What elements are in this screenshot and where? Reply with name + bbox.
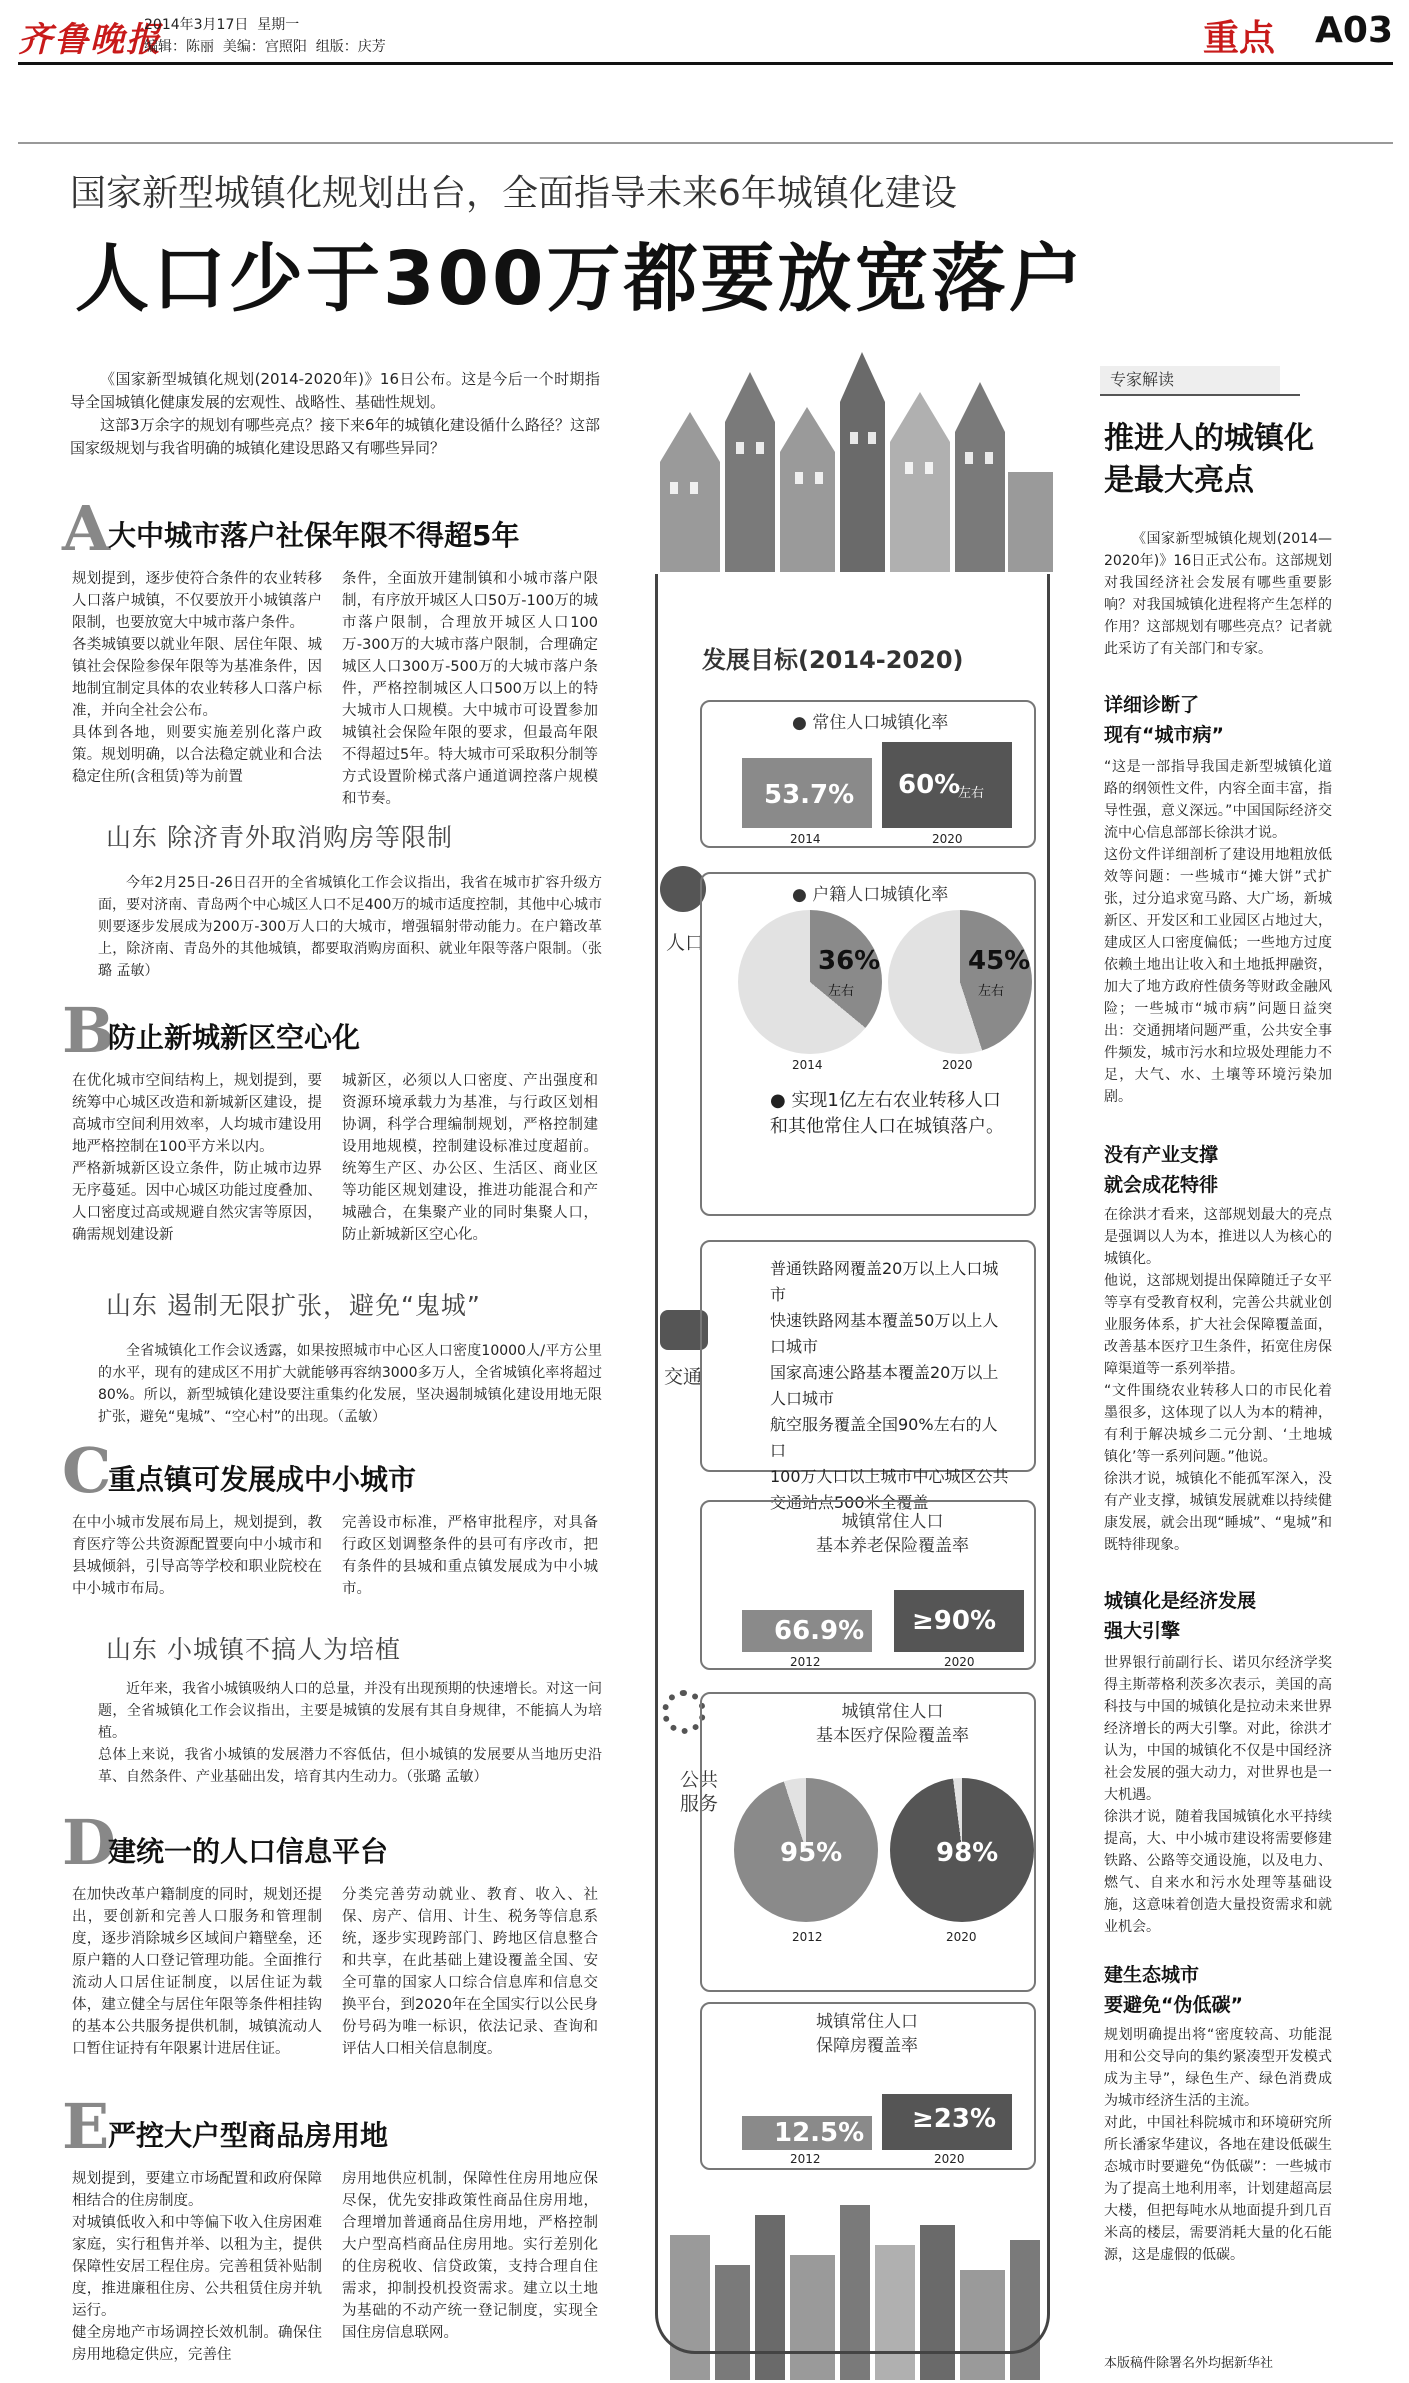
sidebar-body: 今年2月25日-26日召开的全省城镇化工作会议指出，我省在城市扩容升级方面，要对济南、青岛两个中心城区人口不足400万的城市适度控制，其他中心城市则要逐步发展成为200万-300万人口的大城市，增强辐射带动能力。在户籍改革上，除济南、青岛外的其他城镇，都要取消购房面积、就业年限等落户限制。（张璐 孟敏） [98, 875, 602, 979]
bar-value: ≥23% [912, 2104, 997, 2134]
year-label: 2020 [932, 832, 963, 846]
headline-title: 人口少于300万都要放宽落户 [75, 236, 1086, 322]
pie-note: 左右 [978, 984, 1005, 999]
stat-label: 城镇常住人口 保障房覆盖率 [816, 2012, 918, 2056]
expert-body: “这是一部指导我国走新型城镇化道路的纲领性文件，内容全面丰富，指导性强，意义深远。”中国国际经济交流中心信息部部长徐洪才说。 这份文件详细剖析了建设用地粗放低效等问题：一些城市“摊大饼”式扩张，过分追求宽马路、大广场，新城新区、开发区和工业园区占地过大，建成区人口密度偏低；一些地方过度依赖土地出让收入和土地抵押融资，加大了地方政府性债务等财政金融风险；一些城市“城市病”问题日益突出：交通拥堵问题严重，公共安全事件频发，城市污水和垃圾处理能力不足，大气、水、土壤等环境污染加剧。 [1104, 759, 1332, 1105]
section-letter: B [62, 994, 115, 1067]
section-title: 大中城市落户社保年限不得超5年 [108, 519, 520, 552]
expert-subtitle: 建生态城市 要避免“伪低碳” [1104, 1964, 1243, 2016]
year-label: 2014 [790, 832, 821, 846]
pie-value: 95% [780, 1838, 843, 1868]
intro [70, 368, 600, 460]
transport-item: 航空服务覆盖全国90%左右的人口 [770, 1415, 998, 1460]
sidebar-title: 山东 遏制无限扩张，避免“鬼城” [106, 1291, 481, 1320]
pie-value: 36% [818, 946, 881, 976]
masthead-rule [18, 62, 1393, 65]
year-label: 2020 [942, 1058, 973, 1072]
expert-tag: 专家解读 [1100, 366, 1280, 394]
year-label: 2020 [934, 2152, 965, 2166]
sidebar-title: 山东 小城镇不搞人为培植 [106, 1635, 401, 1664]
section-label: 重点 [1202, 18, 1275, 59]
section-letter: A [62, 492, 111, 565]
editor-credits: 编辑：陈丽 美编：宫照阳 组版：庆芳 [144, 39, 386, 55]
section-body: 在中小城市发展布局上，规划提到，教育医疗等公共资源配置要向中小城市和县城倾斜，引导高等学校和职业院校在中小城市布局。 [72, 1515, 322, 1597]
stat-label: ● 户籍人口城镇化率 [792, 885, 949, 905]
stat-label: 城镇常住人口 基本养老保险覆盖率 [816, 1512, 969, 1556]
stat-label: ● 常住人口城镇化率 [792, 713, 949, 733]
intro-paragraph: 《国家新型城镇化规划(2014-2020年)》16日公布。这是今后一个时期指导全国城镇化健康发展的宏观性、战略性、基础性规划。 [70, 370, 600, 411]
section-body: 完善设市标准，严格审批程序，对具备行政区划调整条件的县可有序改市，把有条件的县城和重点镇发展成为中小城市。 [342, 1515, 598, 1597]
pie-2014 [738, 910, 882, 1054]
year-label: 2020 [944, 1655, 975, 1669]
pie-value: 45% [968, 946, 1031, 976]
category-transport: 交通 [664, 1366, 703, 1388]
migrant-text: 实现1亿左右农业转移人口和其他常住人口在城镇落户。 [770, 1090, 1004, 1137]
sidebar-title: 山东 除济青外取消购房等限制 [106, 823, 453, 852]
issue-date: 2014年3月17日 星期一 [144, 17, 300, 33]
section-body: 在加快改革户籍制度的同时，规划还提出，要创新和完善人口服务和管理制度，逐步消除城乡区域间户籍壁垒，还原户籍的人口登记管理功能。全面推行流动人口居住证制度，以居住证为载体，建立健全与居住年限等条件相挂钩的基本公共服务提供机制，城镇流动人口暂住证持有年限累计进居住证。 [72, 1887, 322, 2057]
footer-credit: 本版稿件除署名外均据新华社 [1104, 2356, 1274, 2371]
newspaper-logo: 齐鲁晚报 [18, 20, 162, 60]
bar-value: 12.5% [774, 2118, 865, 2148]
section-letter: D [62, 1806, 116, 1879]
bar-value: ≥90% [912, 1606, 997, 1636]
stat-label: 城镇常住人口 基本医疗保险覆盖率 [816, 1702, 969, 1746]
migrant-target: ● 实现1亿左右农业转移人口和其他常住人口在城镇落户。 [770, 1090, 1004, 1137]
section-body: 房用地供应机制，保障性住房用地应保尽保，优先安排政策性商品住房用地，合理增加普通商品住房用地，严格控制大户型高档商品住房用地。实行差别化的住房税收、信贷政策，支持合理自住需求，抑制投机投资需求。建立以土地为基础的不动产统一登记制度，实现全国住房信息联网。 [342, 2171, 598, 2341]
masthead [18, 8, 1393, 60]
expert-subtitle: 城镇化是经济发展 强大引擎 [1104, 1590, 1257, 1642]
section-title: 建统一的人口信息平台 [108, 1835, 389, 1868]
pie-value: 98% [936, 1838, 999, 1868]
sidebar-body: 全省城镇化工作会议透露，如果按照城市中心区人口密度10000人/平方公里的水平，现有的建成区不用扩大就能够再容纳3000多万人，全省城镇化率将超过80%。所以，新型城镇化建设要注重集约化发展，坚决遏制城镇化建设用地无限扩张，避免“鬼城”、“空心村”的出现。（孟敏） [98, 1343, 602, 1425]
sidebar-body: 近年来，我省小城镇吸纳人口的总量，并没有出现预期的快速增长。对这一问题，全省城镇化工作会议指出，主要是城镇的发展有其自身规律，不能搞人为培植。 总体上来说，我省小城镇的发展潜力不容低估，但小城镇的发展要从当地历史沿革、自然条件、产业基础出发，培育其内生动力。（张璐 孟敏） [98, 1681, 602, 1785]
section-body: 在优化城市空间结构上，规划提到，要统筹中心城区改造和新城新区建设，提高城市空间利用效率，人均城市建设用地严格控制在100平方米以内。 严格新城新区设立条件，防止城市边界无序蔓延。因中心城区功能过度叠加、人口密度过高或规避自然灾害等原因，确需规划建设新 [72, 1073, 322, 1243]
section-body: 城新区，必须以人口密度、产出强度和资源环境承载力为基准，与行政区划相协调，科学合理编制规划，严格控制建设用地规模，控制建设标准过度超前。统筹生产区、办公区、生活区、商业区等功能区规划建设，推进功能混合和产城融合，在集聚产业的同时集聚人口，防止新城新区空心化。 [342, 1073, 598, 1243]
section-body: 规划提到，要建立市场配置和政府保障相结合的住房制度。 对城镇低收入和中等偏下收入住房困难家庭，实行租售并举、以租为主，提供保障性安居工程住房。完善租赁补贴制度，推进廉租住房、公共租赁住房并轨运行。 健全房地产市场调控长效机制。确保住房用地稳定供应，完善住 [72, 2171, 322, 2363]
headline-rule [18, 142, 1393, 144]
expert-rule [1100, 394, 1300, 396]
section-letter: C [62, 1434, 112, 1507]
pie-note: 左右 [828, 984, 855, 999]
year-label: 2012 [792, 1930, 823, 1944]
expert-title: 推进人的城镇化 是最大亮点 [1104, 421, 1314, 498]
bar-value: 60% [898, 770, 961, 800]
year-label: 2014 [792, 1058, 823, 1072]
section-title: 防止新城新区空心化 [108, 1021, 361, 1054]
year-label: 2020 [946, 1930, 977, 1944]
section-title: 重点镇可发展成中小城市 [108, 1463, 417, 1496]
transport-list [770, 1256, 1010, 1516]
transport-item: 快速铁路网基本覆盖50万以上人口城市 [770, 1311, 999, 1356]
expert-body: 在徐洪才看来，这部规划最大的亮点是强调以人为本，推进以人为核心的城镇化。 他说，这部规划提出保障随迁子女平等享有受教育权利，完善公共就业创业服务体系，扩大社会保障覆盖面，改善基本医疗卫生条件，拓宽住房保障渠道等一系列举措。 “文件围绕农业转移人口的市民化着墨很多，这体现了以人为本的精神，有利于解决城乡二元分割、‘土地城镇化’等一系列问题。”他说。 徐洪才说，城镇化不能孤军深入，没有产业支撑，城镇发展就难以持续健康发展，就会出现“睡城”、“鬼城”和既特徘现象。 [1104, 1207, 1332, 1553]
expert-subtitle: 详细诊断了 现有“城市病” [1104, 694, 1224, 746]
stat-label-text: 常住人口城镇化率 [812, 713, 949, 733]
stat-label-text: 户籍人口城镇化率 [812, 885, 949, 905]
section-letter: E [62, 2090, 110, 2163]
pie-2020 [888, 910, 1032, 1054]
bar-value: 53.7% [764, 780, 855, 810]
expert-body: 规划明确提出将“密度较高、功能混用和公交导向的集约紧凑型开发模式成为主导”，绿色生产、绿色消费成为城市经济生活的主流。 对此，中国社科院城市和环境研究所所长潘家华建议，各地在建设低碳生态城市时要避免“伪低碳”：一些城市为了提高土地利用率，计划建超高层大楼，但把每吨水从地面提升到几百米高的楼层，需要消耗大量的化石能源，这是虚假的低碳。 [1104, 2027, 1332, 2263]
page-number: A03 [1315, 10, 1393, 51]
bar-value: 66.9% [774, 1616, 865, 1646]
expert-intro: 《国家新型城镇化规划(2014—2020年)》16日正式公布。这部规划对我国经济社会发展有哪些重要影响？对我国城镇化进程将产生怎样的作用？这部规划有哪些亮点？记者就此采访了有关部门和专家。 [1104, 531, 1332, 657]
transport-item: 普通铁路网覆盖20万以上人口城市 [770, 1259, 999, 1304]
section-body: 条件，全面放开建制镇和小城市落户限制，有序放开城区人口50万-100万的城市落户限制，合理放开城区人口100万-300万的大城市落户限制，合理确定城区人口300万-500万的大城市落户条件，严格控制城区人口500万以上的特大城市人口规模。大中城市可设置参加城镇社会保险年限的要求，但最高年限不得超过5年。特大城市可采取积分制等方式设置阶梯式落户通道调控落户规模和节奏。 [342, 571, 598, 807]
category-public-service: 公共服务 [680, 1769, 719, 1815]
year-label: 2012 [790, 2152, 821, 2166]
intro-paragraph: 这部3万余字的规划有哪些亮点？接下来6年的城镇化建设循什么路径？这部国家级规划与我省明确的城镇化建设思路又有哪些异同？ [70, 416, 600, 457]
expert-body: 世界银行前副行长、诺贝尔经济学奖得主斯蒂格利茨多次表示，美国的高科技与中国的城镇化是拉动未来世界经济增长的两大引擎。对此，徐洪才认为，中国的城镇化不仅是中国经济社会发展的强大动力，对世界也是一大机遇。 徐洪才说，随着我国城镇化水平持续提高，大、中小城市建设将需要修建铁路、公路等交通设施，以及电力、燃气、自来水和污水处理等基础设施，这意味着创造大量投资需求和就业机会。 [1104, 1655, 1332, 1935]
city-skyline-illustration [650, 352, 1060, 582]
headline-kicker: 国家新型城镇化规划出台，全面指导未来6年城镇化建设 [70, 173, 957, 214]
transport-item: 100万人口以上城市中心城区公共交通站点500米全覆盖 [770, 1467, 1009, 1512]
panel-title: 发展目标(2014-2020) [702, 646, 964, 674]
section-body: 分类完善劳动就业、教育、收入、社保、房产、信用、计生、税务等信息系统，逐步实现跨部门、跨地区信息整合和共享，在此基础上建设覆盖全国、安全可靠的国家人口综合信息库和信息交换平台，到2020年在全国实行以公民身份号码为唯一标识，依法记录、查询和评估人口相关信息制度。 [342, 1887, 598, 2057]
section-title: 严控大户型商品房用地 [108, 2119, 389, 2152]
year-label: 2012 [790, 1655, 821, 1669]
expert-subtitle: 没有产业支撑 就会成花特徘 [1104, 1144, 1219, 1196]
category-population: 人口 [666, 932, 705, 954]
transport-item: 国家高速公路基本覆盖20万以上人口城市 [770, 1363, 999, 1408]
bar-note: 左右 [958, 786, 985, 801]
section-body: 规划提到，逐步使符合条件的农业转移人口落户城镇，不仅要放开小城镇落户限制，也要放宽大中城市落户条件。 各类城镇要以就业年限、居住年限、城镇社会保险参保年限等为基准条件，因地制宜制定具体的农业转移人口落户标准，并向全社会公布。 具体到各地，则要实施差别化落户政策。规划明确，以合法稳定就业和合法稳定住所(含租赁)等为前置 [72, 571, 322, 785]
